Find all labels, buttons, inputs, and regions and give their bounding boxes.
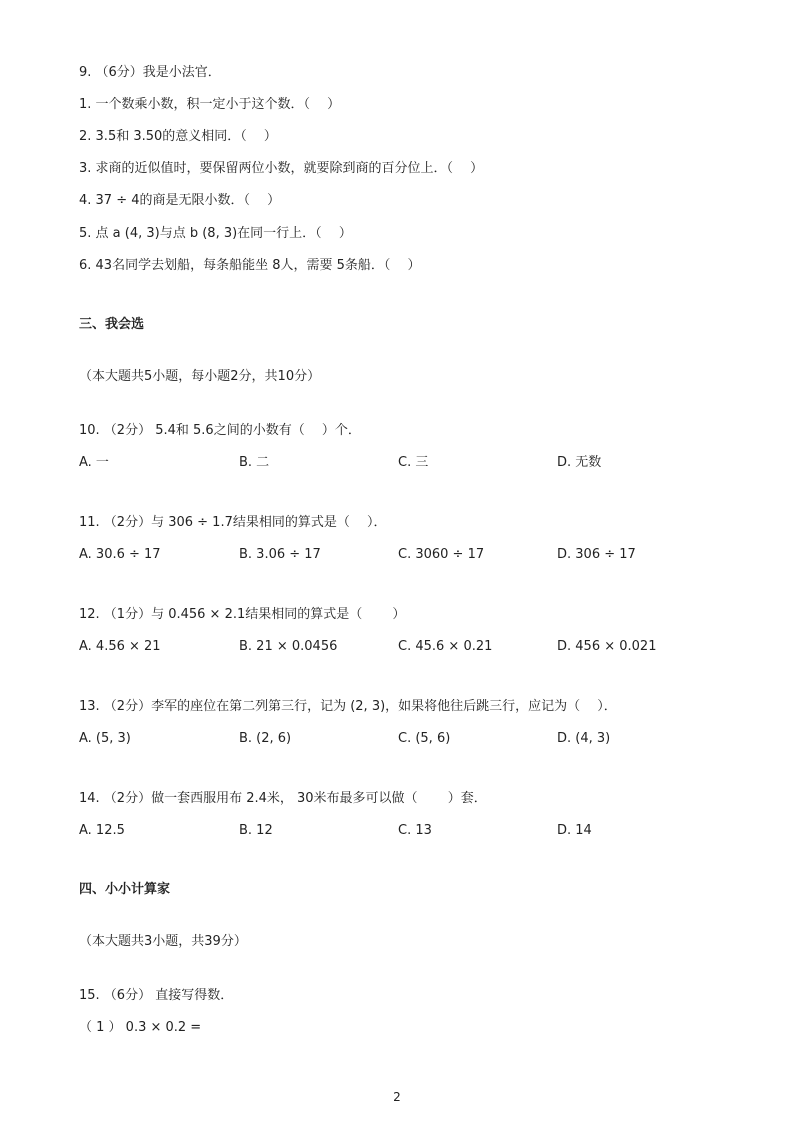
q11-option-a: A. 30.6 ÷ 17	[79, 547, 161, 562]
q14-option-c: C. 13	[398, 823, 432, 838]
q14-stem: 14. （2分）做一套西服用布 2.4米， 30米布最多可以做（ ）套．	[79, 791, 487, 806]
q13-option-a: A. (5, 3)	[79, 731, 131, 746]
q12-option-b: B. 21 × 0.0456	[239, 639, 338, 654]
q11-option-d: D. 306 ÷ 17	[557, 547, 636, 562]
q14-option-b: B. 12	[239, 823, 273, 838]
q13-option-b: B. (2, 6)	[239, 731, 292, 746]
section-4-note: （本大题共3小题，共39分）	[79, 934, 247, 949]
q9-item-4: 4. 37 ÷ 4的商是无限小数．（ ）	[79, 193, 281, 208]
q15-item-1: （ 1 ） 0.3 × 0.2 =	[79, 1020, 202, 1035]
q12-option-a: A. 4.56 × 21	[79, 639, 161, 654]
q14-option-a: A. 12.5	[79, 823, 125, 838]
q9-item-3: 3. 求商的近似值时，要保留两位小数，就要除到商的百分位上．（ ）	[79, 161, 484, 176]
section-3-note: （本大题共5小题，每小题2分，共10分）	[79, 369, 321, 384]
section-4-title: 四、小小计算家	[79, 882, 171, 897]
q12-stem: 12. （1分）与 0.456 × 2.1结果相同的算式是（ ）	[79, 607, 406, 622]
q10-stem: 10. （2分） 5.4和 5.6之间的小数有（ ）个．	[79, 423, 361, 438]
q9-item-1: 1. 一个数乘小数，积一定小于这个数．（ ）	[79, 97, 341, 112]
q9-item-5: 5. 点 a (4, 3)与点 b (8, 3)在同一行上．（ ）	[79, 226, 352, 241]
q11-option-b: B. 3.06 ÷ 17	[239, 547, 321, 562]
q10-option-b: B. 二	[239, 455, 270, 470]
q12-option-c: C. 45.6 × 0.21	[398, 639, 493, 654]
q9-header: 9. （6分）我是小法官．	[79, 65, 221, 80]
q14-option-d: D. 14	[557, 823, 592, 838]
q12-option-d: D. 456 × 0.021	[557, 639, 657, 654]
q9-item-6: 6. 43名同学去划船，每条船能坐 8人，需要 5条船．（ ）	[79, 258, 421, 273]
q13-option-c: C. (5, 6)	[398, 731, 451, 746]
q13-stem: 13. （2分）李军的座位在第二列第三行，记为 (2, 3)，如果将他往后跳三行，应记为（ ）．	[79, 699, 617, 714]
section-3-title: 三、我会选	[79, 317, 145, 332]
q11-stem: 11. （2分）与 306 ÷ 1.7结果相同的算式是（ ）．	[79, 515, 387, 530]
q11-option-c: C. 3060 ÷ 17	[398, 547, 485, 562]
q15-header: 15. （6分） 直接写得数．	[79, 988, 234, 1003]
q13-option-d: D. (4, 3)	[557, 731, 611, 746]
page-number: 2	[393, 1090, 401, 1104]
q9-item-2: 2. 3.5和 3.50的意义相同．（ ）	[79, 129, 277, 144]
q10-option-a: A. 一	[79, 455, 109, 470]
q10-option-d: D. 无数	[557, 455, 602, 470]
q10-option-c: C. 三	[398, 455, 429, 470]
